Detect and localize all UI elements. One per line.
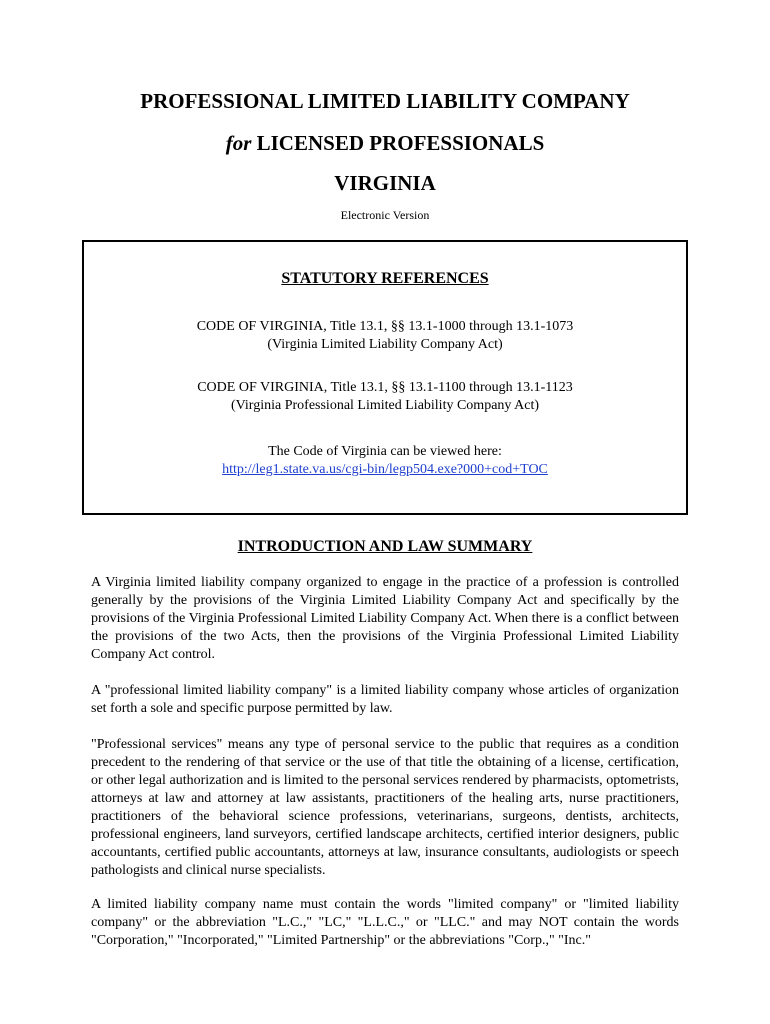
reference-1-name: (Virginia Limited Liability Company Act)	[267, 337, 503, 352]
intro-paragraph-2: A "professional limited liability company" is a limited liability company whose articles of organization set forth a sole and specific purpose permitted by law.	[91, 683, 679, 716]
intro-paragraph-3: "Professional services" means any type of personal service to the public that requires as a condition precedent to the rendering of that service or the use of that title the obtaining of a license, certification, or other legal authorization and is limited to the personal services rendered by pharmacists, optometrists, attorneys at law and attorney at law assistants, practitioners of the healing arts, nurse practitioners, practitioners of the behavioral science professions, veterinarians, surgeons, dentists, architects, professional engineers, land surveyors, certified landscape architects, certified interior designers, public accountants, certified public accountants, attorneys at law, insurance consultants, audiologists or speech pathologists and clinical nurse specialists.	[91, 737, 679, 878]
reference-2-code: CODE OF VIRGINIA, Title 13.1, §§ 13.1-1100 through 13.1-1123	[197, 380, 573, 395]
statutory-references-box	[82, 240, 688, 515]
subtitle-for: for	[225, 131, 252, 155]
reference-1-code: CODE OF VIRGINIA, Title 13.1, §§ 13.1-1000 through 13.1-1073	[196, 319, 574, 334]
document-title: PROFESSIONAL LIMITED LIABILITY COMPANY	[140, 89, 630, 113]
code-of-virginia-link[interactable]: http://leg1.state.va.us/cgi-bin/legp504.exe?000+cod+TOC	[222, 462, 548, 477]
statutory-references-heading: STATUTORY REFERENCES	[281, 270, 489, 287]
subtitle-rest: LICENSED PROFESSIONALS	[251, 131, 545, 155]
document-subtitle	[0, 130, 770, 156]
code-view-note: The Code of Virginia can be viewed here:	[268, 444, 502, 459]
state-title: VIRGINIA	[334, 171, 436, 195]
introduction-heading: INTRODUCTION AND LAW SUMMARY	[237, 538, 533, 555]
reference-2-name: (Virginia Professional Limited Liability Company Act)	[230, 398, 540, 413]
code-link-row	[84, 461, 686, 479]
intro-paragraph-1: A Virginia limited liability company organized to engage in the practice of a profession is controlled generally by the provisions of the Virginia Limited Liability Company Act and specifically by the provisions of the Virginia Professional Limited Liability Company Act. When there is a conflict between the provisions of the two Acts, then the provisions of the Virginia Professional Limited Liability Company Act control.	[91, 575, 679, 662]
intro-paragraph-4: A limited liability company name must contain the words "limited company" or "limited liability company" or the abbreviation "L.C.," "LC," "L.L.C.," or "LLC." and may NOT contain the words "Corporation," "Incorporated," "Limited Partnership" or the abbreviations "Corp.," "Inc."	[91, 897, 679, 948]
version-label: Electronic Version	[340, 208, 430, 222]
